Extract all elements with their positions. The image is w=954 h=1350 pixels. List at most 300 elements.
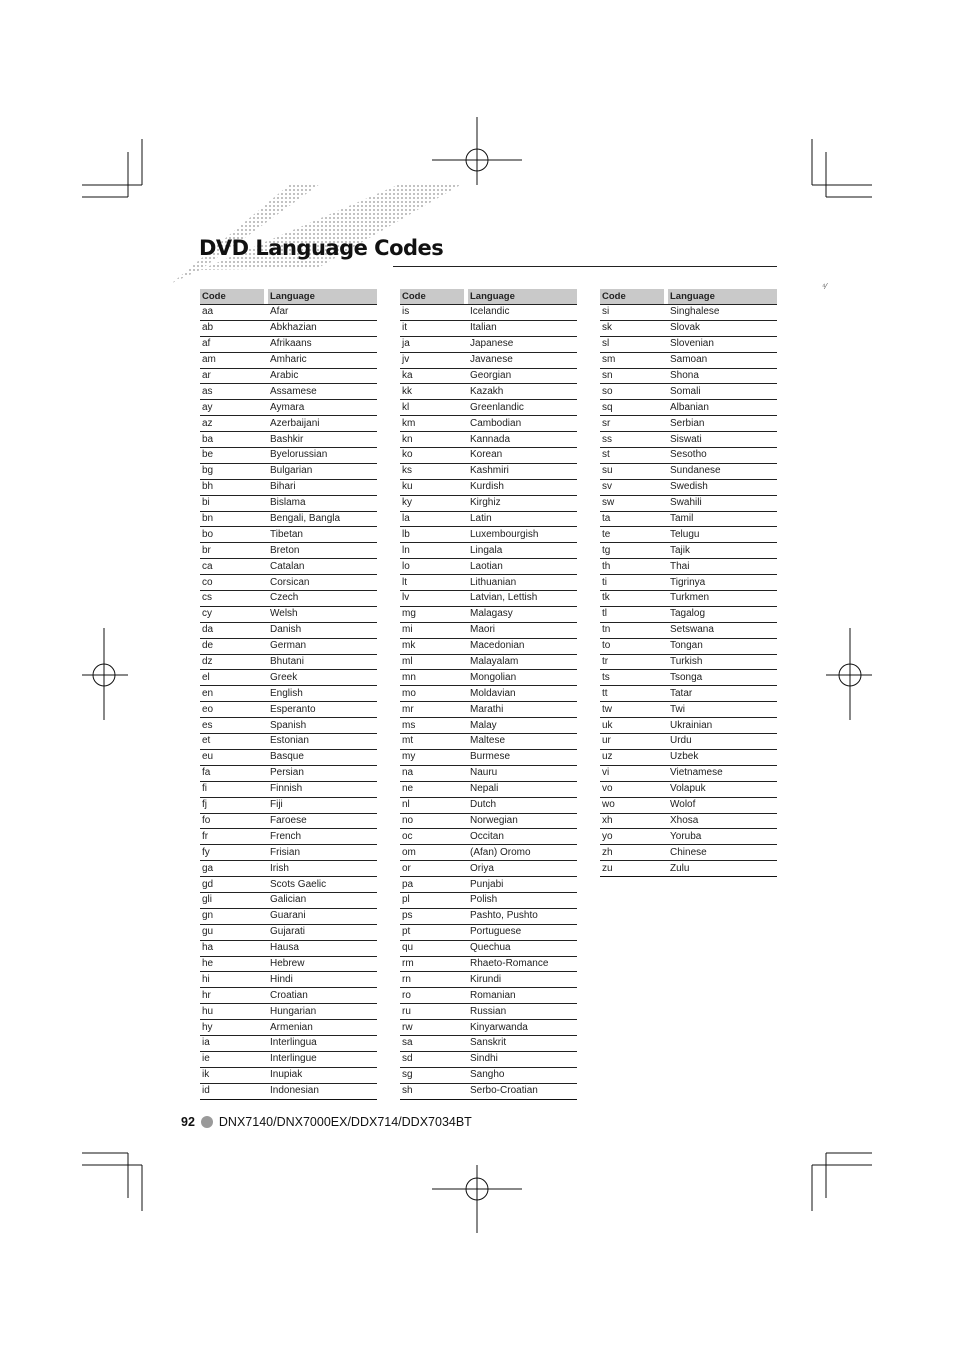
table-row <box>200 734 377 750</box>
language-code: ps <box>400 908 464 924</box>
language-name: Mongolian <box>468 670 577 686</box>
language-name: Lithuanian <box>468 575 577 591</box>
language-name: Amharic <box>268 352 377 368</box>
language-name: Esperanto <box>268 702 377 718</box>
language-name: Quechua <box>468 940 577 956</box>
language-name: Javanese <box>468 352 577 368</box>
language-name: Fiji <box>268 797 377 813</box>
table-row <box>200 1067 377 1083</box>
table-row <box>600 622 777 638</box>
language-code: oc <box>400 829 464 845</box>
table-row <box>600 861 777 877</box>
table-row <box>200 1020 377 1036</box>
language-name: Indonesian <box>268 1083 377 1099</box>
language-name: Kirghiz <box>468 495 577 511</box>
table-row <box>400 670 577 686</box>
language-name: Bhutani <box>268 654 377 670</box>
table-row <box>400 1067 577 1083</box>
language-code: fa <box>200 765 264 781</box>
language-code: ks <box>400 463 464 479</box>
language-code: th <box>600 559 664 575</box>
language-name: Catalan <box>268 559 377 575</box>
language-code: tw <box>600 702 664 718</box>
language-name: Moldavian <box>468 686 577 702</box>
language-name: Urdu <box>668 734 777 750</box>
table-row <box>400 559 577 575</box>
language-name: Hungarian <box>268 1004 377 1020</box>
table-row <box>200 543 377 559</box>
language-code: bg <box>200 463 264 479</box>
table-row <box>200 606 377 622</box>
language-name: Maltese <box>468 734 577 750</box>
table-row <box>400 734 577 750</box>
language-name: Polish <box>468 892 577 908</box>
table-row <box>200 877 377 893</box>
table-row <box>200 892 377 908</box>
table-row <box>200 416 377 432</box>
language-code: sa <box>400 1035 464 1051</box>
language-code: tg <box>600 543 664 559</box>
table-row <box>600 606 777 622</box>
language-code: ta <box>600 511 664 527</box>
language-name: Kirundi <box>468 972 577 988</box>
bullet-icon <box>201 1116 213 1128</box>
language-code: uk <box>600 718 664 734</box>
language-code: el <box>200 670 264 686</box>
language-code: ln <box>400 543 464 559</box>
language-name: Kinyarwanda <box>468 1020 577 1036</box>
table-row <box>400 352 577 368</box>
language-code: ca <box>200 559 264 575</box>
language-name: Breton <box>268 543 377 559</box>
table-row <box>200 559 377 575</box>
table-row <box>600 654 777 670</box>
table-row <box>400 956 577 972</box>
language-name: Inupiak <box>268 1067 377 1083</box>
table-row <box>400 749 577 765</box>
table-row <box>400 622 577 638</box>
language-name: Uzbek <box>668 749 777 765</box>
table-row <box>400 892 577 908</box>
language-code: pl <box>400 892 464 908</box>
language-code: sl <box>600 336 664 352</box>
table-row <box>200 686 377 702</box>
language-code: ko <box>400 448 464 464</box>
table-row <box>200 305 377 321</box>
table-row <box>200 813 377 829</box>
language-code: nl <box>400 797 464 813</box>
table-row <box>600 384 777 400</box>
table-row <box>200 956 377 972</box>
table-row <box>600 432 777 448</box>
table-row <box>200 765 377 781</box>
language-name: Malagasy <box>468 606 577 622</box>
language-code: ne <box>400 781 464 797</box>
table-row <box>200 384 377 400</box>
language-name: Nepali <box>468 781 577 797</box>
language-name: Sesotho <box>668 448 777 464</box>
table-row <box>200 463 377 479</box>
language-code: ms <box>400 718 464 734</box>
table-row <box>600 368 777 384</box>
language-name: Scots Gaelic <box>268 877 377 893</box>
table-row <box>400 1020 577 1036</box>
title-rule <box>393 266 777 267</box>
language-name: Oriya <box>468 861 577 877</box>
language-name: Burmese <box>468 749 577 765</box>
table-row <box>200 908 377 924</box>
language-code: sw <box>600 495 664 511</box>
language-name: Afrikaans <box>268 336 377 352</box>
language-name: Rhaeto-Romance <box>468 956 577 972</box>
language-name: Tongan <box>668 638 777 654</box>
language-code: mt <box>400 734 464 750</box>
table-row <box>600 813 777 829</box>
table-row <box>600 416 777 432</box>
table-row <box>200 320 377 336</box>
language-code: ti <box>600 575 664 591</box>
language-name: Tsonga <box>668 670 777 686</box>
table-row <box>600 765 777 781</box>
language-code: qu <box>400 940 464 956</box>
table-row <box>400 336 577 352</box>
table-row <box>400 797 577 813</box>
language-name: Abkhazian <box>268 320 377 336</box>
table-row <box>400 320 577 336</box>
language-name: English <box>268 686 377 702</box>
language-name: Bengali, Bangla <box>268 511 377 527</box>
language-name: Persian <box>268 765 377 781</box>
language-name: Tigrinya <box>668 575 777 591</box>
language-name: Kurdish <box>468 479 577 495</box>
table-row <box>200 575 377 591</box>
language-name: Sundanese <box>668 463 777 479</box>
language-code: bo <box>200 527 264 543</box>
page-footer <box>181 1115 472 1129</box>
language-code: xh <box>600 813 664 829</box>
language-name: Siswati <box>668 432 777 448</box>
language-name: Interlingue <box>268 1051 377 1067</box>
table-row <box>400 1035 577 1051</box>
language-name: Swedish <box>668 479 777 495</box>
table-row <box>600 638 777 654</box>
language-name: Tatar <box>668 686 777 702</box>
table-row <box>400 829 577 845</box>
table-row <box>400 638 577 654</box>
language-code: ab <box>200 320 264 336</box>
language-code: ka <box>400 368 464 384</box>
language-name: Sangho <box>468 1067 577 1083</box>
language-code: hr <box>200 988 264 1004</box>
language-name: Arabic <box>268 368 377 384</box>
language-code: jv <box>400 352 464 368</box>
table-row <box>400 463 577 479</box>
language-name: Bihari <box>268 479 377 495</box>
language-code: zu <box>600 861 664 877</box>
language-code: as <box>200 384 264 400</box>
table-row <box>400 543 577 559</box>
language-name: Gujarati <box>268 924 377 940</box>
table-row <box>400 591 577 607</box>
language-name: Malayalam <box>468 654 577 670</box>
language-code: hi <box>200 972 264 988</box>
language-name: Finnish <box>268 781 377 797</box>
language-code: ia <box>200 1035 264 1051</box>
code-column-header: Code <box>400 289 464 305</box>
language-name: Assamese <box>268 384 377 400</box>
table-row <box>600 543 777 559</box>
language-code: zh <box>600 845 664 861</box>
language-name: Estonian <box>268 734 377 750</box>
page-number: 92 <box>181 1115 195 1129</box>
language-name: Bislama <box>268 495 377 511</box>
language-code: tt <box>600 686 664 702</box>
language-name: Korean <box>468 448 577 464</box>
table-row <box>400 479 577 495</box>
table-row <box>600 495 777 511</box>
language-code: rn <box>400 972 464 988</box>
language-code: st <box>600 448 664 464</box>
table-row <box>400 575 577 591</box>
table-row <box>200 495 377 511</box>
language-name: Turkmen <box>668 591 777 607</box>
language-code: ik <box>200 1067 264 1083</box>
language-code: sm <box>600 352 664 368</box>
language-name: Kannada <box>468 432 577 448</box>
language-code: yo <box>600 829 664 845</box>
language-code: tl <box>600 606 664 622</box>
language-name: Swahili <box>668 495 777 511</box>
language-name: Japanese <box>468 336 577 352</box>
language-code: wo <box>600 797 664 813</box>
language-code: si <box>600 305 664 321</box>
language-name: Chinese <box>668 845 777 861</box>
table-row <box>400 845 577 861</box>
table-row <box>400 781 577 797</box>
language-code: co <box>200 575 264 591</box>
language-name: Thai <box>668 559 777 575</box>
language-name: Danish <box>268 622 377 638</box>
table-row <box>400 1083 577 1099</box>
table-row <box>200 622 377 638</box>
side-mark: ⁴⁄ <box>822 282 827 291</box>
language-name: Irish <box>268 861 377 877</box>
language-name: Latin <box>468 511 577 527</box>
table-row <box>400 908 577 924</box>
table-row <box>200 781 377 797</box>
table-row <box>400 511 577 527</box>
language-name: Singhalese <box>668 305 777 321</box>
language-code: am <box>200 352 264 368</box>
language-code: no <box>400 813 464 829</box>
language-name: Samoan <box>668 352 777 368</box>
table-row <box>400 813 577 829</box>
language-name: Tajik <box>668 543 777 559</box>
language-code: ts <box>600 670 664 686</box>
language-code: da <box>200 622 264 638</box>
language-name: Guarani <box>268 908 377 924</box>
language-code: ha <box>200 940 264 956</box>
language-code: fr <box>200 829 264 845</box>
table-row <box>200 940 377 956</box>
language-code: hu <box>200 1004 264 1020</box>
language-code: tk <box>600 591 664 607</box>
table-row <box>400 877 577 893</box>
language-code: ur <box>600 734 664 750</box>
language-code: et <box>200 734 264 750</box>
table-row <box>200 527 377 543</box>
language-code-table-1 <box>200 289 377 1100</box>
language-name: Punjabi <box>468 877 577 893</box>
language-code: uz <box>600 749 664 765</box>
language-code: ky <box>400 495 464 511</box>
language-name: Macedonian <box>468 638 577 654</box>
language-name: Icelandic <box>468 305 577 321</box>
language-name: Hausa <box>268 940 377 956</box>
language-code: gli <box>200 892 264 908</box>
language-name: Greek <box>268 670 377 686</box>
language-code: bi <box>200 495 264 511</box>
language-code: ga <box>200 861 264 877</box>
language-code: aa <box>200 305 264 321</box>
table-row <box>200 670 377 686</box>
language-code: cs <box>200 591 264 607</box>
language-code: ml <box>400 654 464 670</box>
table-row <box>200 845 377 861</box>
language-name: Setswana <box>668 622 777 638</box>
language-code: he <box>200 956 264 972</box>
language-name: Telugu <box>668 527 777 543</box>
language-code: eo <box>200 702 264 718</box>
language-name: Yoruba <box>668 829 777 845</box>
table-row <box>600 734 777 750</box>
language-code: tr <box>600 654 664 670</box>
language-name: Norwegian <box>468 813 577 829</box>
table-row <box>400 702 577 718</box>
language-code: mg <box>400 606 464 622</box>
language-name: Aymara <box>268 400 377 416</box>
language-name: Occitan <box>468 829 577 845</box>
language-code: mo <box>400 686 464 702</box>
language-code: lo <box>400 559 464 575</box>
language-code: tn <box>600 622 664 638</box>
language-name: Portuguese <box>468 924 577 940</box>
language-name: Lingala <box>468 543 577 559</box>
language-code-table-3 <box>600 289 777 877</box>
language-name: Tibetan <box>268 527 377 543</box>
table-row <box>200 511 377 527</box>
table-row <box>400 718 577 734</box>
table-row <box>200 654 377 670</box>
language-name: Kashmiri <box>468 463 577 479</box>
language-name: Corsican <box>268 575 377 591</box>
code-column-header: Code <box>200 289 264 305</box>
table-row <box>400 527 577 543</box>
language-code: kk <box>400 384 464 400</box>
language-name: Armenian <box>268 1020 377 1036</box>
language-name: Luxembourgish <box>468 527 577 543</box>
language-code-table-2 <box>400 289 577 1100</box>
language-name: Malay <box>468 718 577 734</box>
language-code: de <box>200 638 264 654</box>
table-row <box>600 829 777 845</box>
language-name: Tamil <box>668 511 777 527</box>
language-code: kn <box>400 432 464 448</box>
table-row <box>400 400 577 416</box>
table-row <box>400 1051 577 1067</box>
table-row <box>400 654 577 670</box>
table-row <box>200 368 377 384</box>
table-row <box>200 352 377 368</box>
table-row <box>600 527 777 543</box>
language-name: Byelorussian <box>268 448 377 464</box>
table-row <box>200 1004 377 1020</box>
table-row <box>200 432 377 448</box>
language-code: my <box>400 749 464 765</box>
language-name: Maori <box>468 622 577 638</box>
language-name: Basque <box>268 749 377 765</box>
table-row <box>600 686 777 702</box>
language-code: na <box>400 765 464 781</box>
language-name: Xhosa <box>668 813 777 829</box>
language-name: Sindhi <box>468 1051 577 1067</box>
table-header-row <box>400 289 577 305</box>
language-name: Tagalog <box>668 606 777 622</box>
language-code: mr <box>400 702 464 718</box>
table-row <box>200 861 377 877</box>
table-row <box>600 463 777 479</box>
table-row <box>600 559 777 575</box>
language-code: it <box>400 320 464 336</box>
language-code: ku <box>400 479 464 495</box>
language-name: Wolof <box>668 797 777 813</box>
language-name: Bulgarian <box>268 463 377 479</box>
language-code: ru <box>400 1004 464 1020</box>
language-code: rm <box>400 956 464 972</box>
table-row <box>600 845 777 861</box>
language-code: sd <box>400 1051 464 1067</box>
table-row <box>600 336 777 352</box>
table-row <box>200 972 377 988</box>
language-code: ie <box>200 1051 264 1067</box>
table-row <box>600 305 777 321</box>
language-code: lv <box>400 591 464 607</box>
table-row <box>600 670 777 686</box>
language-code: so <box>600 384 664 400</box>
language-code: sh <box>400 1083 464 1099</box>
table-row <box>600 591 777 607</box>
language-code: gu <box>200 924 264 940</box>
language-name: French <box>268 829 377 845</box>
language-code: sq <box>600 400 664 416</box>
language-name: Afar <box>268 305 377 321</box>
language-name: Azerbaijani <box>268 416 377 432</box>
language-name: Slovak <box>668 320 777 336</box>
table-row <box>200 797 377 813</box>
table-row <box>600 781 777 797</box>
table-row <box>200 591 377 607</box>
language-name: Interlingua <box>268 1035 377 1051</box>
language-name: Laotian <box>468 559 577 575</box>
language-code: bh <box>200 479 264 495</box>
table-row <box>200 924 377 940</box>
language-code: vo <box>600 781 664 797</box>
table-row <box>400 606 577 622</box>
code-column-header: Code <box>600 289 664 305</box>
table-row <box>600 479 777 495</box>
language-code: fi <box>200 781 264 797</box>
language-name: Croatian <box>268 988 377 1004</box>
